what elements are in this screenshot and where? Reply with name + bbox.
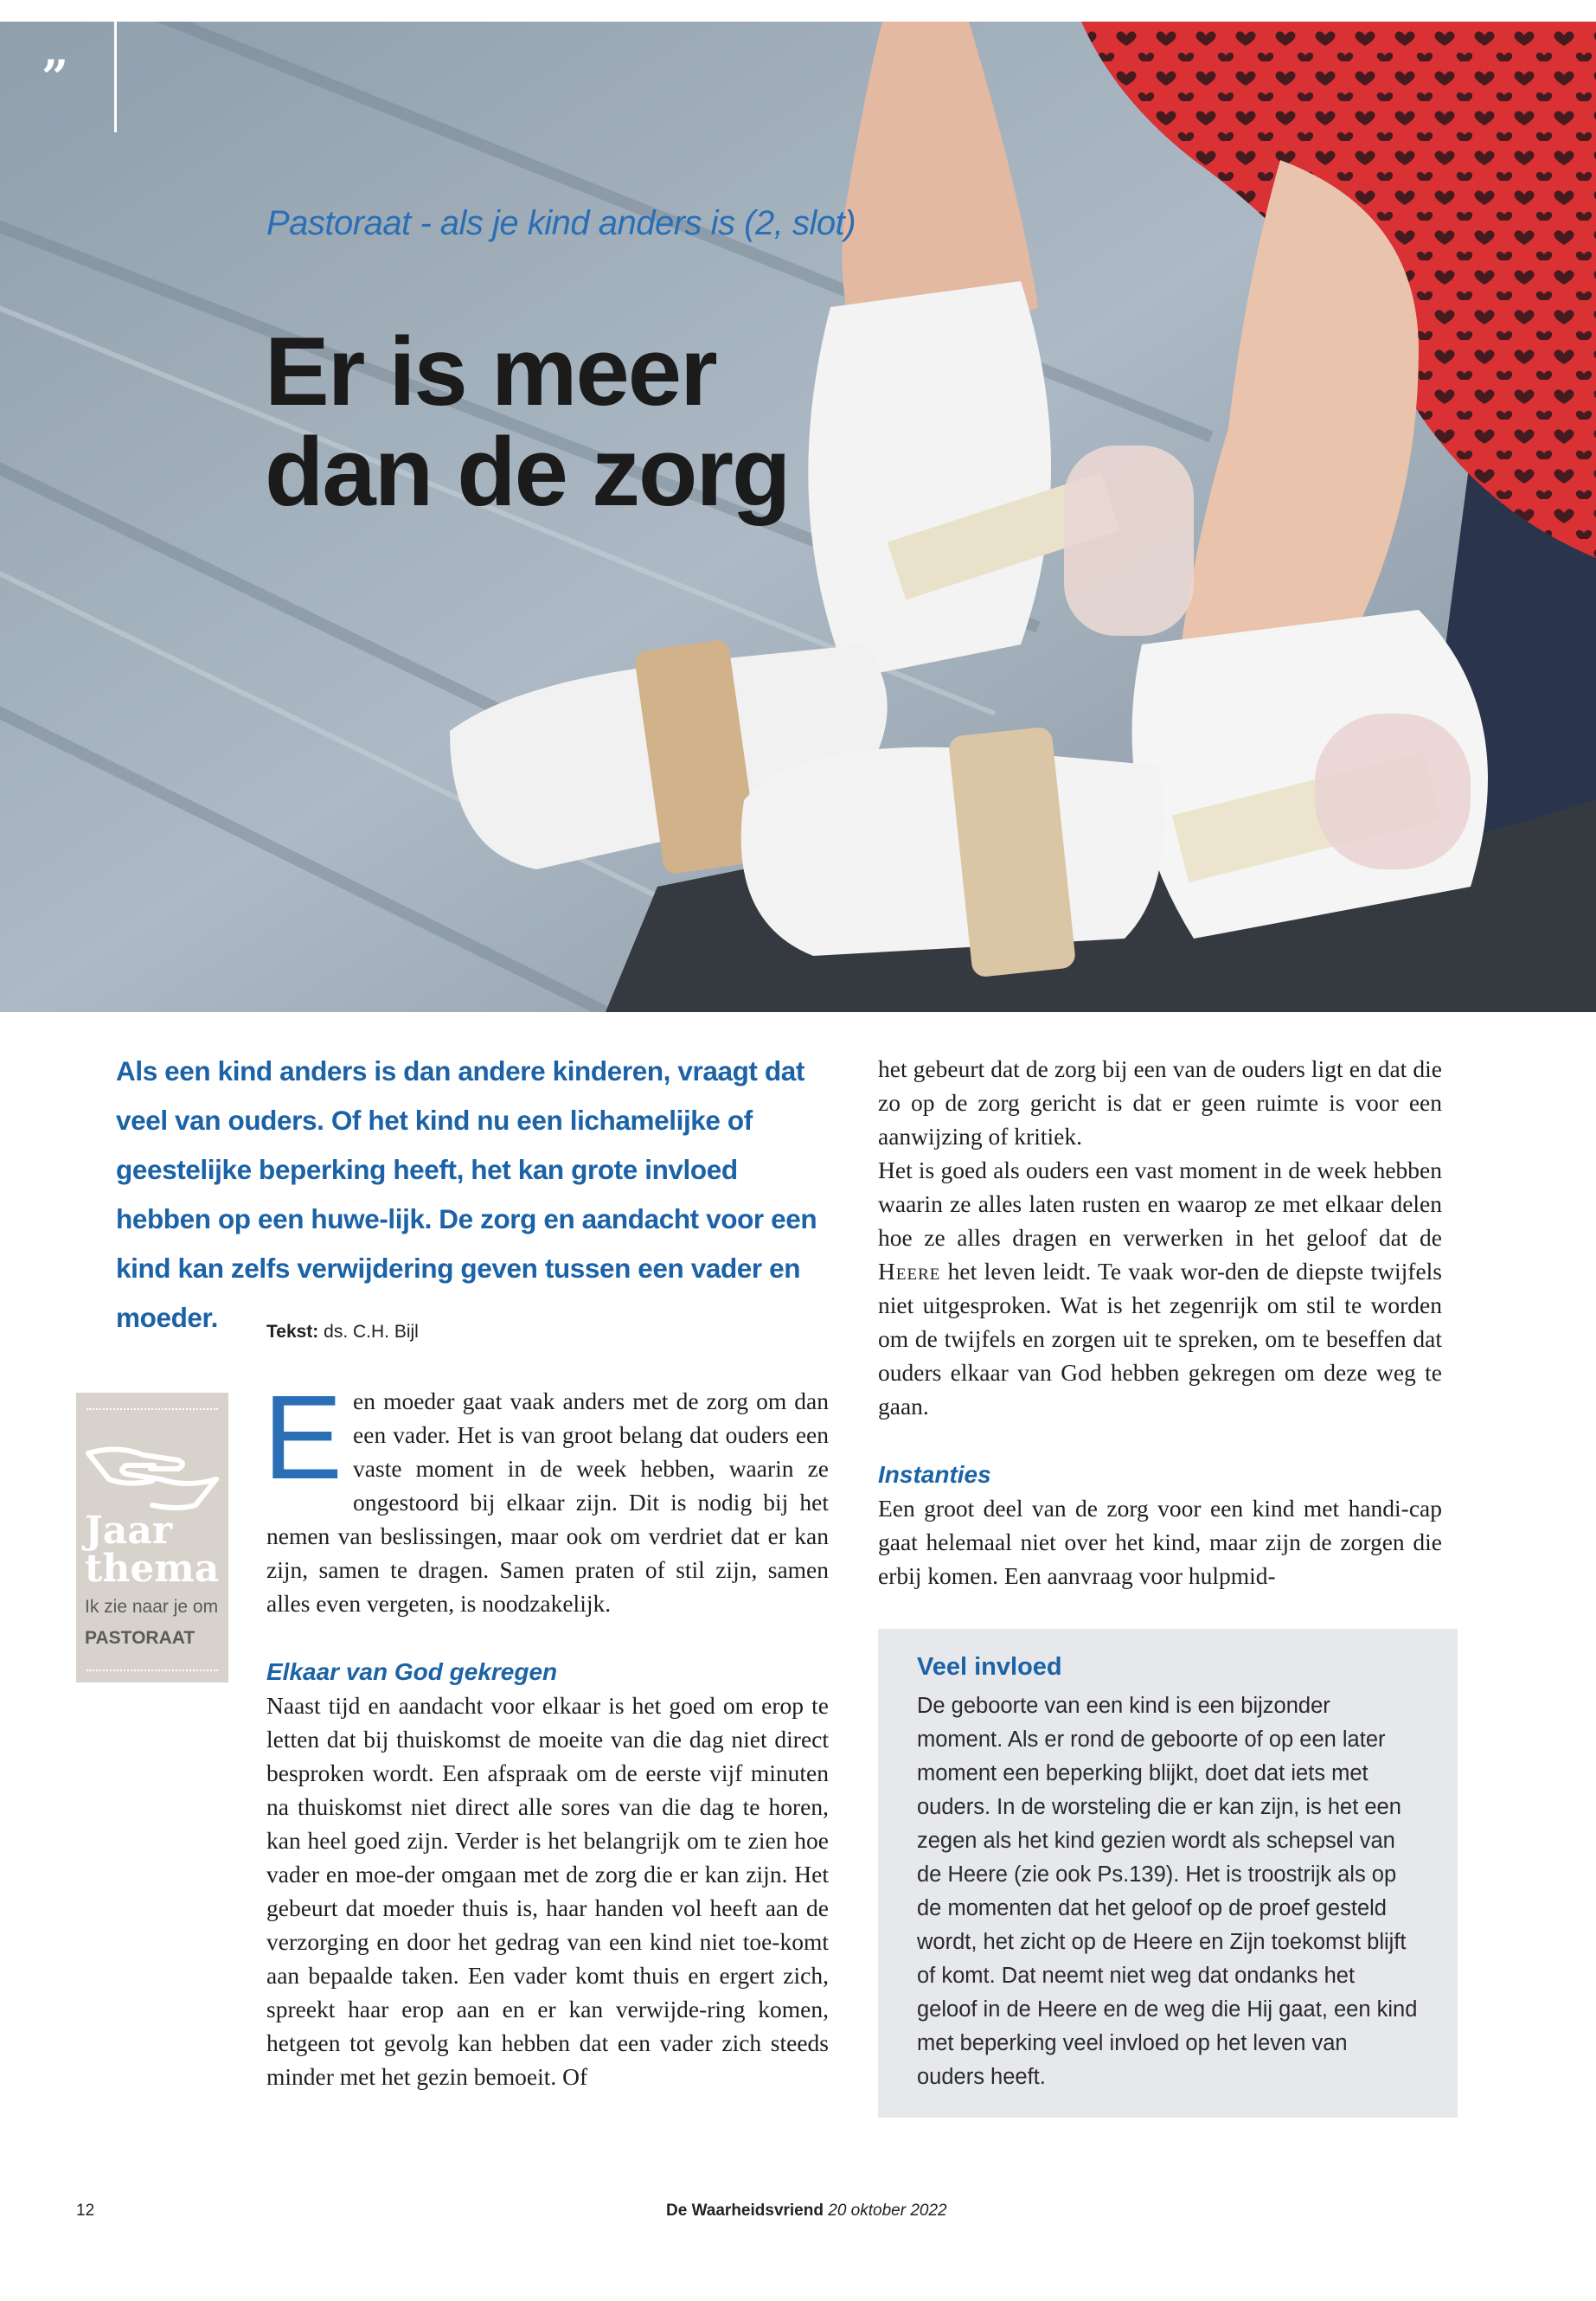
sidebar-box-body: De geboorte van een kind is een bijzonder moment. Als er rond de geboorte of op een later moment een beperking blijkt, doet dat iets met ouders. In de worsteling die er kan zijn, is het een zegen als het kind gezien wordt als schepsel van de Heere (zie ook Ps.139). Het is troostrijk als op de momenten dat het geloof op de proef gesteld wordt, het zicht op de Heere en Zijn toekomst blijft of komt. Dat neemt niet weg dat ondanks het geloof in de Heere en de weg die Hij gaat, een kind met beperking veel invloed op het leven van ouders heeft. <box>917 1694 1418 2089</box>
byline <box>266 1322 419 1343</box>
paragraph-text: en moeder gaat vaak anders met de zorg om dan een vader. Het is van groot belang dat ouders een vaste moment in de week hebben, waarin ze ongestoord bij elkaar zijn. Dit is nodig bij het nemen van beslissingen, maar ook om verdriet dat er kan zijn, samen te dragen. Samen praten of stil zijn, samen alles even vergeten, is noodzakelijk. <box>266 1388 829 1617</box>
subheading: Elkaar van God gekregen <box>266 1658 558 1685</box>
article-kicker: Pastoraat - als je kind anders is (2, slot) <box>266 204 856 242</box>
badge-title-line-1: Jaar <box>85 1509 173 1553</box>
sidebar-box-title: Veel invloed <box>917 1653 1062 1681</box>
paragraph: Een groot deel van de zorg voor een kind met handi-cap gaat helemaal niet over het kind, maar zijn de zorgen die erbij komen. Een aanvraag voor hulpmid- <box>878 1495 1442 1589</box>
issue-date: 20 oktober 2022 <box>828 2202 947 2220</box>
drop-cap: E <box>263 1371 343 1504</box>
hands-icon <box>83 1419 221 1514</box>
paragraph-text: het leven leidt. Te vaak wor-den de diepste twijfels niet uitgesproken. Wat is het zegenrijk om stil te worden om de twijfels en zorgen uit te spreken, om te beseffen dat ouders elkaar van God hebben gekregen om deze weg te gaan. <box>878 1258 1442 1420</box>
magazine-name: De Waarheidsvriend <box>666 2202 824 2220</box>
paragraph: Naast tijd en aandacht voor elkaar is het goed om erop te letten dat bij thuiskomst de moeite van die dag niet direct besproken wordt. Een afspraak om de eerste vijf minuten na thuiskomst niet direct alle sores van die dag te horen, kan heel goed zijn. Verder is het belangrijk om te zien hoe vader en moe-der omgaan met de zorg die er kan zijn. Het gebeurt dat moeder thuis is, haar handen vol heeft aan de verzorging en door het gedrag van een kind niet toe-komt aan bepaalde taken. Een vader komt thuis en ergert zich, spreekt haar erop aan en er kan verwijde-ring komen, hetgeen tot gevolg kan hebben dat een vader zich steeds minder met het gezin bemoeit. Of <box>266 1692 829 2090</box>
byline-author: ds. C.H. Bijl <box>324 1322 419 1342</box>
badge-title-line-2: thema <box>85 1547 220 1591</box>
article-column-1 <box>263 1371 829 2093</box>
sidebar-box <box>878 1629 1458 2118</box>
header-rule <box>114 22 117 132</box>
paragraph: het gebeurt dat de zorg bij een van de ouders ligt en dat die zo op de zorg gericht is dat er geen ruimte is voor een aanwijzing of kritiek. <box>878 1055 1442 1150</box>
paragraph <box>878 1153 1442 1423</box>
subheading: Instanties <box>878 1461 991 1488</box>
article-headline <box>265 317 1043 526</box>
page-number: 12 <box>76 2202 95 2220</box>
article-lead: Als een kind anders is dan andere kinderen, vraagt dat veel van ouders. Of het kind nu een lichamelijke of geestelijke beperking heeft, het kan grote invloed hebben op een huwe-lijk. De zorg en aandacht voor een kind kan zelfs verwijdering geven tussen een vader en moeder. <box>116 1055 817 1333</box>
paragraph-text: Het is goed als ouders een vast moment in de week hebben waarin ze alles laten rusten en waarop ze met elkaar delen hoe ze alles dragen en verwerken in het geloof dat de <box>878 1157 1442 1251</box>
theme-badge <box>76 1393 228 1682</box>
byline-label: Tekst: <box>266 1322 319 1342</box>
headline-line-2: dan de zorg <box>265 418 790 526</box>
footer-publication <box>666 2202 947 2221</box>
badge-dotted-rule <box>87 1408 218 1410</box>
quote-mark-icon: ” <box>42 49 69 105</box>
badge-tagline: Ik zie naar je om <box>85 1597 219 1617</box>
paragraph <box>263 1371 829 1620</box>
badge-dotted-rule <box>87 1670 218 1671</box>
headline-line-1: Er is meer <box>265 317 716 426</box>
badge-category: PASTORAAT <box>85 1628 195 1648</box>
article-column-2 <box>878 1052 1442 1593</box>
small-caps-heere: Heere <box>878 1258 941 1285</box>
badge-title <box>85 1509 220 1591</box>
